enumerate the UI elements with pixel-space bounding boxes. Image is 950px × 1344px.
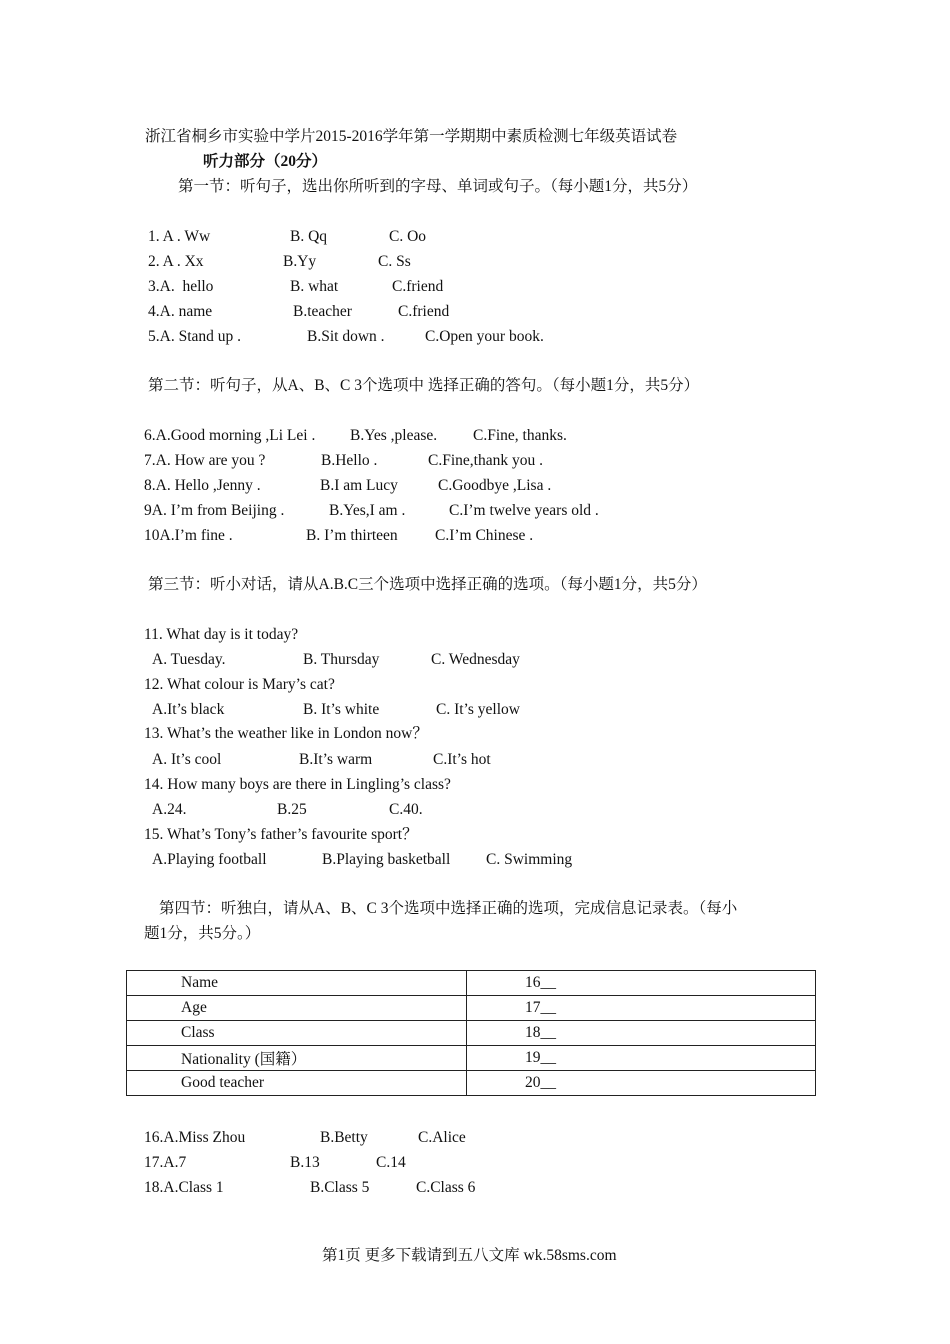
q8-option-c: C.Goodbye ,Lisa . [438, 477, 552, 494]
q4-option-c: C.friend [398, 303, 450, 320]
q6-option-a: 6.A.Good morning ,Li Lei . [144, 427, 316, 444]
q6-option-c: C.Fine, thanks. [473, 427, 567, 444]
q13-question: 13. What’s the weather like in London now？ [144, 725, 428, 742]
row-blank: 18__ [467, 1021, 816, 1046]
q3-option-b: B. what [290, 278, 339, 295]
q18-option-a: 18.A.Class 1 [144, 1179, 224, 1196]
q10-option-a: 10A.I’m fine . [144, 527, 233, 544]
q4-option-b: B.teacher [293, 303, 352, 320]
row-blank: 16__ [467, 971, 816, 996]
section4-heading-line2: 题1分，共5分。） [144, 925, 261, 942]
row-blank: 17__ [467, 996, 816, 1021]
page-footer: 第1页 更多下载请到五八文库 wk.58sms.com [322, 1247, 617, 1264]
q5-option-a: 5.A. Stand up . [148, 328, 241, 345]
q5-option-c: C.Open your book. [425, 328, 544, 345]
q11-option-b: B. Thursday [303, 651, 380, 668]
q12-question: 12. What colour is Mary’s cat? [144, 676, 335, 693]
q8-option-a: 8.A. Hello ,Jenny . [144, 477, 261, 494]
q11-option-c: C. Wednesday [431, 651, 520, 668]
table-row [127, 971, 816, 996]
q18-option-b: B.Class 5 [310, 1179, 370, 1196]
table-row [127, 1021, 816, 1046]
q15-option-b: B.Playing basketball [322, 851, 451, 868]
q13-option-b: B.It’s warm [299, 751, 373, 768]
q8-option-b: B.I am Lucy [320, 477, 398, 494]
q2-option-c: C. Ss [378, 253, 411, 270]
q17-option-c: C.14 [376, 1154, 406, 1171]
q12-option-b: B. It’s white [303, 701, 380, 718]
q9-option-b: B.Yes,I am . [329, 502, 406, 519]
section4-heading-line1: 第四节：听独白，请从A、B、C 3个选项中选择正确的选项，完成信息记录表。（每小 [159, 900, 738, 917]
q1-option-a: 1. A . Ww [148, 228, 211, 245]
q13-option-c: C.It’s hot [433, 751, 491, 768]
q17-option-a: 17.A.7 [144, 1154, 187, 1171]
q9-option-c: C.I’m twelve years old . [449, 502, 599, 519]
row-blank: 20__ [467, 1071, 816, 1096]
q3-option-a: 3.A. hello [148, 278, 214, 295]
q15-question: 15. What’s Tony’s father’s favourite sport？ [144, 826, 418, 843]
info-record-table [126, 970, 816, 1096]
q16-option-c: C.Alice [418, 1129, 466, 1146]
q18-option-c: C.Class 6 [416, 1179, 476, 1196]
q16-option-b: B.Betty [320, 1129, 368, 1146]
q3-option-c: C.friend [392, 278, 444, 295]
q14-option-c: C.40. [389, 801, 423, 818]
section3-heading: 第三节：听小对话，请从A.B.C三个选项中选择正确的选项。（每小题1分，共5分） [148, 576, 707, 593]
row-label: Good teacher [127, 1071, 467, 1096]
q16-option-a: 16.A.Miss Zhou [144, 1129, 246, 1146]
q17-option-b: B.13 [290, 1154, 320, 1171]
table-row [127, 996, 816, 1021]
q10-option-c: C.I’m Chinese . [435, 527, 534, 544]
q2-option-a: 2. A . Xx [148, 253, 204, 270]
q1-option-b: B. Qq [290, 228, 328, 245]
section2-heading: 第二节：听句子，从A、B、C 3个选项中 选择正确的答句。（每小题1分，共5分） [148, 377, 700, 394]
section1-heading: 第一节：听句子，选出你所听到的字母、单词或句子。（每小题1分，共5分） [178, 178, 698, 195]
q2-option-b: B.Yy [283, 253, 317, 270]
q15-option-a: A.Playing football [152, 851, 267, 868]
table-row [127, 1046, 816, 1071]
q15-option-c: C. Swimming [486, 851, 573, 868]
q7-option-a: 7.A. How are you ? [144, 452, 266, 469]
q5-option-b: B.Sit down . [307, 328, 385, 345]
q14-option-b: B.25 [277, 801, 307, 818]
q7-option-b: B.Hello . [321, 452, 378, 469]
row-label: Age [127, 996, 467, 1021]
page-title: 浙江省桐乡市实验中学片2015-2016学年第一学期期中素质检测七年级英语试卷 [145, 128, 678, 145]
q12-option-c: C. It’s yellow [436, 701, 520, 718]
q11-question: 11. What day is it today? [144, 626, 299, 643]
q14-question: 14. How many boys are there in Lingling’s class? [144, 776, 451, 793]
q4-option-a: 4.A. name [148, 303, 213, 320]
q9-option-a: 9A. I’m from Beijing . [144, 502, 285, 519]
row-blank: 19__ [467, 1046, 816, 1071]
q12-option-a: A.It’s black [152, 701, 225, 718]
q6-option-b: B.Yes ,please. [350, 427, 438, 444]
q14-option-a: A.24. [152, 801, 187, 818]
q11-option-a: A. Tuesday. [152, 651, 226, 668]
row-label: Name [127, 971, 467, 996]
row-label: Nationality (国籍） [127, 1046, 467, 1071]
q13-option-a: A. It’s cool [152, 751, 222, 768]
table-row [127, 1071, 816, 1096]
listening-header: 听力部分（20分） [203, 153, 328, 170]
q10-option-b: B. I’m thirteen [306, 527, 398, 544]
q1-option-c: C. Oo [389, 228, 427, 245]
row-label: Class [127, 1021, 467, 1046]
q7-option-c: C.Fine,thank you . [428, 452, 543, 469]
